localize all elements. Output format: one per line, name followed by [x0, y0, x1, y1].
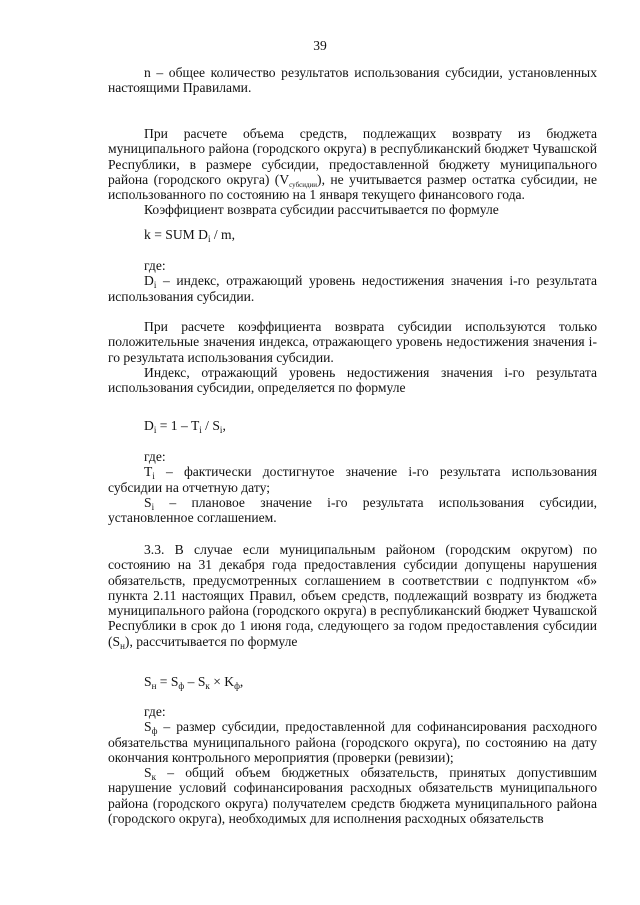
- definition-di: $D_i$ – индекс, отражающий уровень недостижения значения i-го результата использования субсидии.: [108, 273, 597, 304]
- where-label: где:: [144, 449, 166, 464]
- paragraph-coefficient-intro: Коэффициент возврата субсидии рассчитывается по формуле: [144, 202, 499, 218]
- paragraph-n-definition: n – общее количество результатов использования субсидии, установленных настоящими Правилами.: [108, 65, 597, 96]
- where-block-2: [108, 449, 597, 525]
- where-block-1: [108, 258, 597, 304]
- page-number: 39: [313, 38, 327, 53]
- definition-ti: $T_i$ – фактически достигнутое значение i-го результата использования субсидии на отчетную дату;: [108, 464, 597, 495]
- section-3-3: 3.3. В случае если муниципальным районом (городским округом) по состоянию на 31 декабря года предоставления субсидии допущены нарушения обязательств, предусмотренных соглашением в соответствии с подпунктом «б» пункта 2.11 настоящих Правил, объем средств, подлежащий возврату из бюджета муниципального района (городского округа) в республиканский бюджет Чувашской Республики в срок до 1 июня года, следующего за годом предоставления субсидии $(S_н)$, рассчитывается по формуле: [108, 542, 597, 651]
- v-subscript: субсидии: [289, 180, 318, 189]
- where-label: где:: [144, 258, 166, 273]
- paragraph-index: При расчете коэффициента возврата субсидии используются только положительные значения индекса, отражающего уровень недостижения значения i-го результата использования субсидии. Индекс, отражающий уровень недостижения значения i-го результата использования субсидии, определяется по формуле: [108, 319, 597, 396]
- formula-di: $D_i = 1 - T_i / S_i$,: [144, 418, 226, 435]
- formula-k: k = SUM $D_i$ / m,: [144, 227, 236, 244]
- definition-sk: $S_к$ – общий объем бюджетных обязательств, принятых допустившим нарушение условий софинансирования расходных обязательств муниципального района (городского округа) получателем средств бюджета муниципального района (городского округа), необходимых для исполнения расходных обязательств: [108, 765, 597, 827]
- where-label: где:: [144, 704, 166, 719]
- definition-si: $S_i$ – плановое значение i-го результата использования субсидии, установленное соглашением.: [108, 494, 597, 526]
- paragraph-calculation-volume: При расчете объема средств, подлежащих возврату из бюджета муниципального района (городского округа) в республиканский бюджет Чувашской Республики, в размере субсидии, предоставленной бюджету муниципального района (городского округа) $(V_{субсидии})$, не учитывается размер остатка субсидии, не использованного по состоянию на 1 января текущего финансового года. Коэффициент возврата субсидии рассчитывается по формуле: [108, 126, 597, 218]
- where-block-3: [108, 704, 597, 826]
- definition-sf: $S_ф$ – размер субсидии, предоставленной для софинансирования расходного обязательства муниципального района (городского округа), по состоянию на дату окончания контрольного мероприятия (проверки (ревизии);: [108, 719, 597, 765]
- formula-sn: $S_н = S_ф - S_к \times K_ф$,: [144, 674, 244, 691]
